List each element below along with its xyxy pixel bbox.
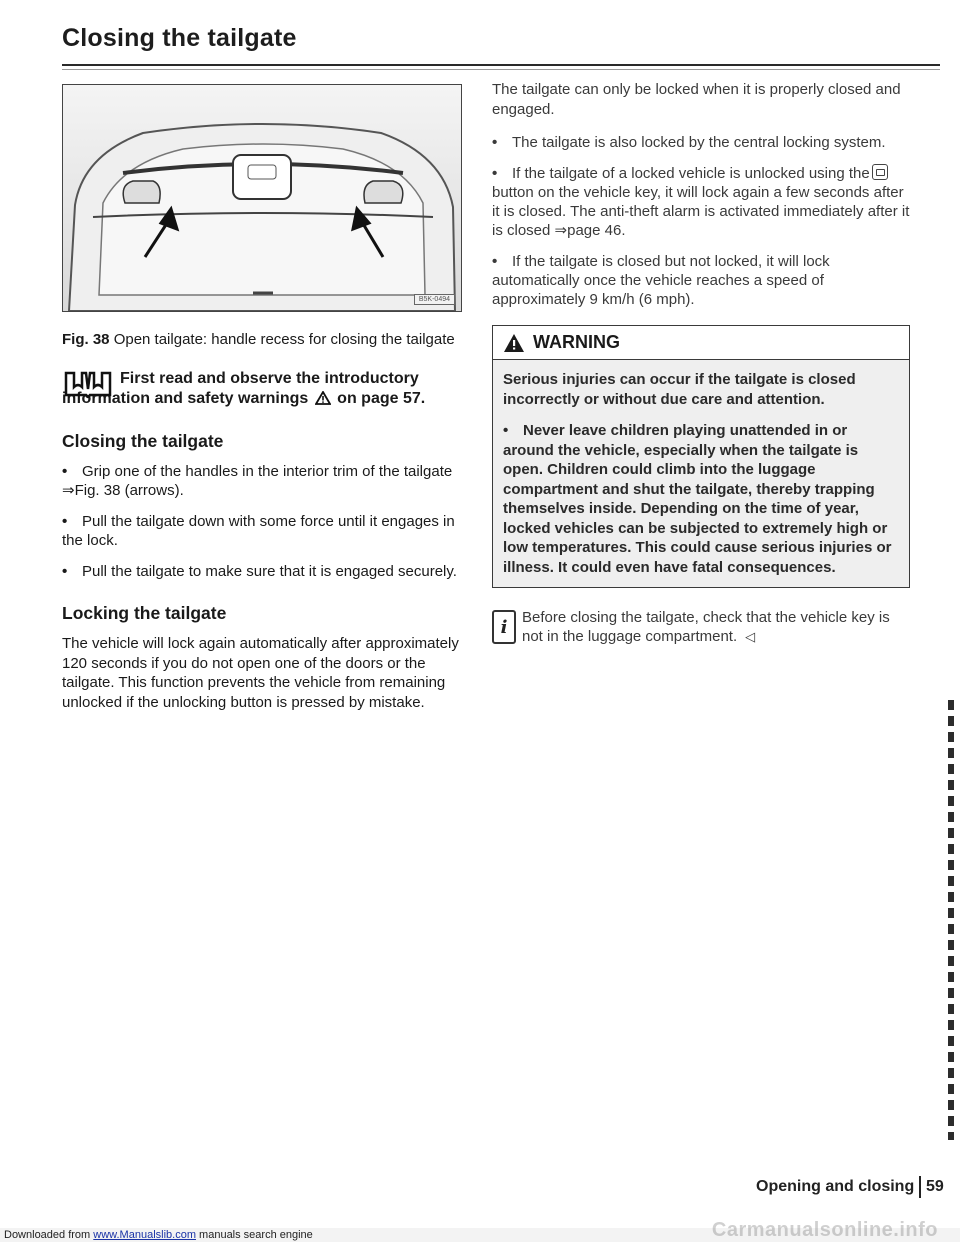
locking-section-text: The vehicle will lock again automatically after approximately 120 seconds if you do not open one of the doors or the tailgate. This function prevents the vehicle from remaining unlocked if the unlocking button is pressed by mistake. (62, 635, 459, 711)
figure-caption-text: Open tailgate: handle recess for closing the tailgate (113, 331, 455, 348)
page-edge-marks (948, 700, 954, 1140)
right-bullet: • The tailgate is also locked by the central locking system. (492, 134, 886, 151)
warning-title: WARNING (533, 332, 620, 352)
section-end-icon: ◁ (745, 629, 756, 644)
warning-header (493, 326, 909, 360)
warning-box (492, 325, 910, 588)
closing-bullet-text: Grip one of the handles in the interior trim of the tailgate ⇒Fig. 38 (arrows). (62, 463, 453, 499)
closing-bullet-text: Pull the tailgate down with some force until it engages in the lock. (62, 513, 455, 549)
figure-caption-label: Fig. 38 (62, 331, 110, 348)
title-rule (62, 64, 940, 66)
unlock-button-icon (872, 164, 888, 180)
intro-note-text-after: on page 57. (337, 390, 426, 407)
right-bullet: • If the tailgate is closed but not locked, it will lock automatically once the vehicle reaches a speed of approximately 9 km/h (6 mph). (492, 253, 830, 308)
right-bullet-text: If the tailgate of a locked vehicle is unlocked using the (512, 165, 870, 182)
closing-bullet: • Pull the tailgate down with some force until it engages in the lock. (62, 513, 455, 549)
warning-bullet-text: Never leave children playing unattended in or around the vehicle, especially when the tailgate is open. Children could climb into the luggage compartment and shut the tailgate, thereby trapping themselves inside. Depending on the time of year, locked vehicles can be subjected to extremely high or low temperatures. This could cause serious injuries or illness. It could even have fatal consequences. (503, 422, 892, 576)
intro-note-text-before: First read and observe the introductory information and safety warnings (62, 370, 419, 407)
title-rule-secondary (62, 69, 940, 70)
locking-section-heading: Locking the tailgate (62, 603, 227, 623)
figure-tailgate-image (62, 84, 462, 312)
right-intro-text: The tailgate can only be locked when it is properly closed and engaged. (492, 81, 901, 118)
manualslib-link[interactable]: www.Manualslib.com (93, 1229, 196, 1241)
footer-separator (919, 1176, 921, 1198)
warning-lead: Serious injuries can occur if the tailgate is closed incorrectly or without due care and attention. (503, 371, 856, 408)
right-bullet-text: button on the vehicle key, it will lock again a few seconds after it is closed. The anti-theft alarm is activated immediately after it is closed ⇒page 46. (492, 184, 910, 239)
right-column (492, 80, 912, 646)
right-bullet-text: The tailgate is also locked by the central locking system. (512, 134, 886, 151)
closing-bullet-text: Pull the tailgate to make sure that it is engaged securely. (82, 563, 457, 580)
page-number: 59 (926, 1178, 944, 1195)
closing-section-heading: Closing the tailgate (62, 431, 224, 451)
page-title: Closing the tailgate (62, 24, 297, 52)
footer-section-name: Opening and closing (756, 1178, 915, 1195)
right-bullet-text: If the tailgate is closed but not locked, it will lock automatically once the vehicle reaches a speed of approximately 9 km/h (6 mph). (492, 253, 830, 308)
left-column (62, 84, 464, 712)
warning-bullet: • Never leave children playing unattended in or around the vehicle, especially when the tailgate is open. Children could climb into the luggage compartment and shut the tailgate, thereby trapping themselves inside. Depending on the time of year, locked vehicles can be subjected to extremely high or low temperatures. This could cause serious injuries or illness. It could even have fatal consequences. (503, 422, 892, 576)
warning-triangle-icon (503, 333, 525, 353)
warning-body (493, 360, 909, 587)
info-icon: i (492, 610, 516, 644)
download-prefix: Downloaded from (4, 1229, 91, 1241)
warning-triangle-icon (315, 391, 331, 405)
figure-code: B5K-0494 (414, 294, 455, 305)
watermark: Carmanualsonline.info (711, 1219, 938, 1241)
intro-safety-note (62, 369, 464, 409)
tailgate-illustration (63, 85, 461, 311)
closing-bullet: • Pull the tailgate to make sure that it is engaged securely. (62, 563, 457, 580)
open-book-icon (62, 369, 114, 399)
info-note (492, 608, 912, 646)
right-bullet: • If the tailgate of a locked vehicle is unlocked using thebutton on the vehicle key, it will lock again a few seconds after it is closed. The anti-theft alarm is activated immediately after it is closed ⇒page 46. (492, 165, 910, 239)
figure-caption (62, 330, 464, 349)
info-note-text: Before closing the tailgate, check that the vehicle key is not in the luggage compartment. (522, 609, 890, 645)
closing-bullet: • Grip one of the handles in the interior trim of the tailgate ⇒Fig. 38 (arrows). (62, 463, 453, 499)
download-suffix: manuals search engine (199, 1229, 313, 1241)
